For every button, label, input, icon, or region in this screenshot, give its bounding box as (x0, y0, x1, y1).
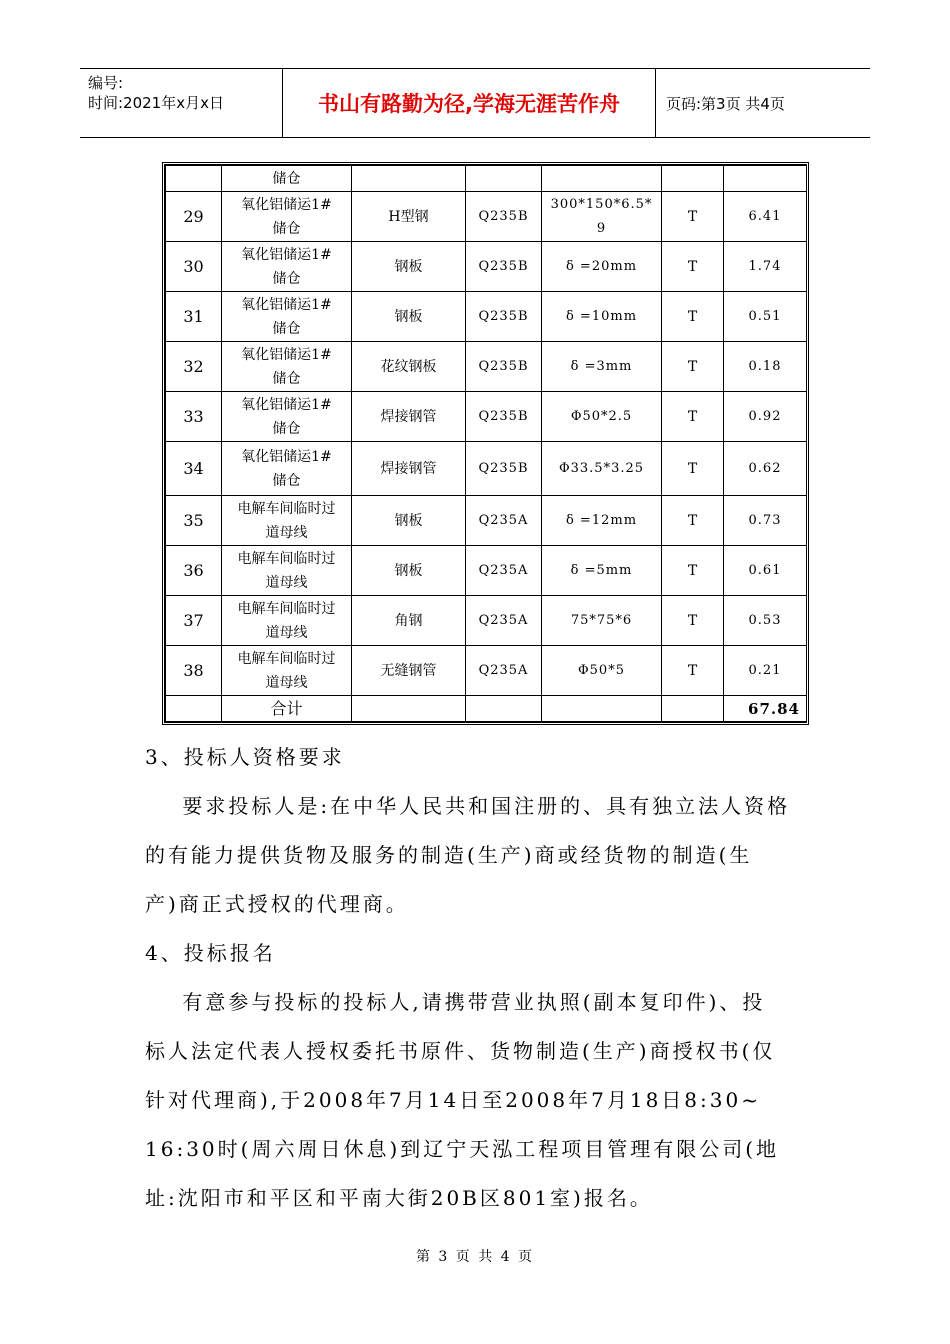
table-row (166, 442, 807, 496)
item-name: 钢板 (352, 496, 466, 546)
spec-cell: δ =10mm (542, 292, 662, 342)
item-name: 钢板 (352, 546, 466, 596)
header-meta (80, 69, 283, 137)
row-number: 34 (166, 442, 222, 496)
weight-cell: 0.51 (724, 292, 807, 342)
location-cell: 氧化铝储运1# 储仓 (222, 242, 352, 292)
location-cell: 电解车间临时过 道母线 (222, 596, 352, 646)
row-number: 33 (166, 392, 222, 442)
material-grade: Q235A (466, 546, 542, 596)
paragraph-line: 要求投标人是:在中华人民共和国注册的、具有独立法人资格 (145, 794, 791, 818)
table-row (166, 646, 807, 696)
total-value: 67.84 (724, 696, 807, 722)
location-cell: 氧化铝储运1# 储仓 (222, 342, 352, 392)
paragraph-line: 针对代理商),于2008年7月14日至2008年7月18日8:30~ (145, 1088, 761, 1112)
material-grade: Q235B (466, 392, 542, 442)
location-cell: 氧化铝储运1# 储仓 (222, 392, 352, 442)
material-grade: Q235A (466, 596, 542, 646)
spec-cell: Φ33.5*3.25 (542, 442, 662, 496)
location-cell: 电解车间临时过 道母线 (222, 496, 352, 546)
code-label: 编号: (88, 74, 124, 92)
unit-cell: T (662, 242, 724, 292)
section-heading: 3、投标人资格要求 (145, 745, 345, 769)
spec-cell: Φ50*5 (542, 646, 662, 696)
item-name: 花纹钢板 (352, 342, 466, 392)
time-label: 时间:2021年x月x日 (88, 94, 224, 112)
row-number: 29 (166, 192, 222, 242)
material-grade: Q235A (466, 646, 542, 696)
table-row (166, 292, 807, 342)
location-cell: 储仓 (222, 166, 352, 192)
spec-cell: δ =12mm (542, 496, 662, 546)
unit-cell: T (662, 342, 724, 392)
location-cell: 氧化铝储运1# 储仓 (222, 192, 352, 242)
material-grade: Q235B (466, 442, 542, 496)
header-motto: 书山有路勤为径,学海无涯苦作舟 (283, 69, 656, 137)
weight-cell: 6.41 (724, 192, 807, 242)
material-grade: Q235B (466, 342, 542, 392)
unit-cell: T (662, 392, 724, 442)
location-cell: 电解车间临时过 道母线 (222, 546, 352, 596)
item-name: 钢板 (352, 242, 466, 292)
item-name: 无缝钢管 (352, 646, 466, 696)
item-name: 焊接钢管 (352, 392, 466, 442)
unit-cell: T (662, 192, 724, 242)
material-grade: Q235A (466, 496, 542, 546)
spec-cell: 300*150*6.5* 9 (542, 192, 662, 242)
header-page-info: 页码:第3页 共4页 (666, 94, 785, 113)
row-number: 38 (166, 646, 222, 696)
item-name: 焊接钢管 (352, 442, 466, 496)
weight-cell: 0.18 (724, 342, 807, 392)
row-number: 32 (166, 342, 222, 392)
material-grade: Q235B (466, 292, 542, 342)
table-row (166, 546, 807, 596)
row-number: 36 (166, 546, 222, 596)
unit-cell: T (662, 546, 724, 596)
spec-cell: δ =3mm (542, 342, 662, 392)
weight-cell: 0.61 (724, 546, 807, 596)
paragraph-line: 的有能力提供货物及服务的制造(生产)商或经货物的制造(生 (145, 843, 753, 867)
paragraph-line: 16:30时(周六周日休息)到辽宁天泓工程项目管理有限公司(地 (145, 1137, 780, 1161)
item-name: 角钢 (352, 596, 466, 646)
paragraph-line: 标人法定代表人授权委托书原件、货物制造(生产)商授权书(仅 (145, 1039, 776, 1063)
table-row (166, 392, 807, 442)
spec-cell: Φ50*2.5 (542, 392, 662, 442)
paragraph-line: 址:沈阳市和平区和平南大街20B区801室)报名。 (145, 1186, 653, 1210)
row-number: 37 (166, 596, 222, 646)
page-footer: 第 3 页 共 4 页 (415, 1249, 535, 1265)
unit-cell: T (662, 442, 724, 496)
item-name: 钢板 (352, 292, 466, 342)
item-name: H型钢 (352, 192, 466, 242)
weight-cell: 0.73 (724, 496, 807, 546)
location-cell: 氧化铝储运1# 储仓 (222, 442, 352, 496)
material-grade: Q235B (466, 242, 542, 292)
unit-cell: T (662, 496, 724, 546)
weight-cell: 0.53 (724, 596, 807, 646)
section-4 (145, 929, 810, 1223)
weight-cell: 1.74 (724, 242, 807, 292)
table-row (166, 192, 807, 242)
paragraph-line: 有意参与投标的投标人,请携带营业执照(副本复印件)、投 (145, 990, 766, 1014)
table-row (166, 596, 807, 646)
materials-table (162, 162, 809, 725)
weight-cell: 0.62 (724, 442, 807, 496)
material-grade: Q235B (466, 192, 542, 242)
unit-cell: T (662, 646, 724, 696)
total-label: 合计 (222, 696, 352, 722)
weight-cell: 0.92 (724, 392, 807, 442)
total-row (166, 696, 807, 722)
row-number: 31 (166, 292, 222, 342)
table-row (166, 242, 807, 292)
table-row (166, 166, 807, 192)
location-cell: 氧化铝储运1# 储仓 (222, 292, 352, 342)
spec-cell: 75*75*6 (542, 596, 662, 646)
location-cell: 电解车间临时过 道母线 (222, 646, 352, 696)
section-heading: 4、投标报名 (145, 941, 276, 965)
row-number: 35 (166, 496, 222, 546)
paragraph-line: 产)商正式授权的代理商。 (145, 892, 409, 916)
weight-cell: 0.21 (724, 646, 807, 696)
row-number: 30 (166, 242, 222, 292)
spec-cell: δ =20mm (542, 242, 662, 292)
unit-cell: T (662, 292, 724, 342)
table-row (166, 496, 807, 546)
section-3 (145, 733, 810, 929)
page-header (80, 68, 870, 138)
unit-cell: T (662, 596, 724, 646)
table-row (166, 342, 807, 392)
spec-cell: δ =5mm (542, 546, 662, 596)
